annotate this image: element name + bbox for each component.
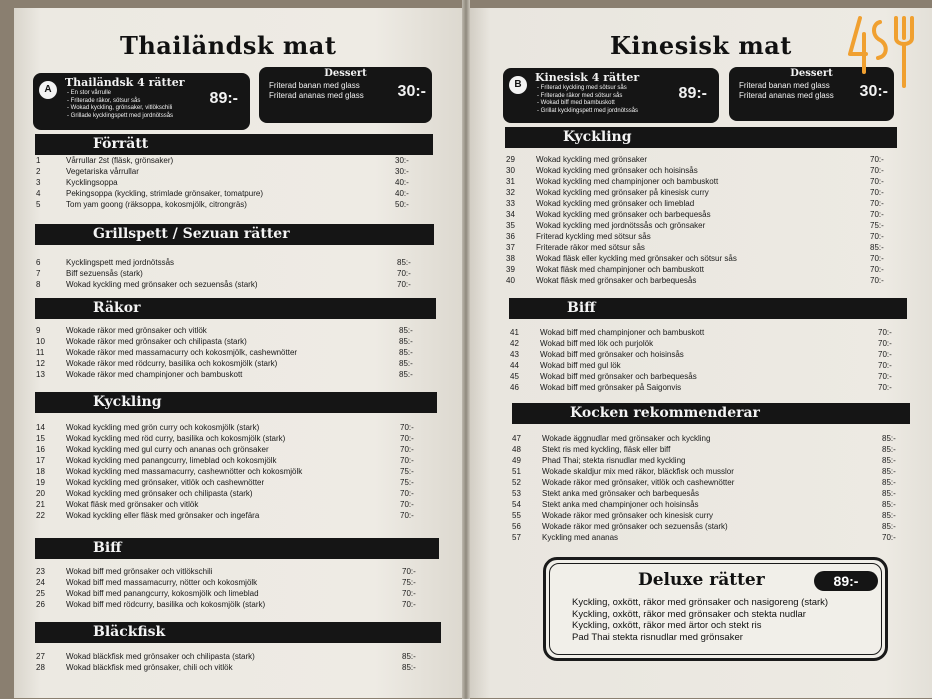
item-price: 70:-	[870, 177, 884, 186]
menu-item	[510, 327, 898, 338]
item-name: Stekt anka med champinjoner och hoisinsås	[542, 500, 699, 509]
item-name: Wokad biff med grönsaker på Saigonvis	[540, 383, 682, 392]
menu-item	[36, 199, 416, 210]
item-name: Wokad fläsk eller kyckling med grönsaker och sötsur sås	[536, 254, 737, 263]
item-price: 70:-	[870, 199, 884, 208]
item-name: Wokad biff med grönsaker och barbequesås	[540, 372, 697, 381]
item-number: 46	[510, 383, 519, 392]
item-number: 17	[36, 456, 45, 465]
set-item: - Friterad kyckling med sötsur sås	[537, 85, 627, 91]
item-name: Wokade räkor med rödcurry, basilika och kokosmjölk (stark)	[66, 359, 278, 368]
item-name: Wokad kyckling eller fläsk med grönsaker och ingefära	[66, 511, 260, 520]
item-number: 26	[36, 600, 45, 609]
deluxe-item: Kyckling, oxkött, räkor med ärtor och stekt ris	[572, 620, 762, 632]
menu-item	[36, 279, 421, 290]
menu-item	[512, 532, 902, 543]
menu-item	[36, 599, 431, 610]
dessert-item: Friterad ananas med glass	[739, 91, 834, 100]
item-name: Wokad kyckling med panangcurry, limeblad och kokosmjölk	[66, 456, 277, 465]
menu-item	[506, 264, 890, 275]
item-name: Pekingsoppa (kyckling, strimlade grönsaker, tomatpure)	[66, 189, 263, 198]
item-price: 85:-	[882, 478, 896, 487]
item-number: 22	[36, 511, 45, 520]
set-item: - Wokad biff med bambuskott	[537, 100, 615, 107]
dessert-price: 30:-	[397, 83, 426, 100]
deluxe-box	[543, 557, 888, 661]
menu-item	[506, 275, 890, 286]
section-list-rakor	[36, 325, 428, 380]
section-header-kocken: Kocken rekommenderar	[512, 403, 910, 424]
menu-item	[36, 510, 428, 521]
item-name: Wokad biff med grönsaker och vitlökschili	[66, 567, 213, 576]
section-list-biff-left	[36, 566, 431, 610]
menu-item	[36, 347, 428, 358]
item-price: 70:-	[870, 155, 884, 164]
item-price: 85:-	[882, 467, 896, 476]
item-name: Wokad biff med massamacurry, nötter och kokosmjölk	[66, 578, 258, 587]
item-price: 70:-	[400, 434, 414, 443]
item-number: 11	[36, 348, 45, 357]
item-name: Wokat fläsk med grönsaker och barbequesås	[536, 276, 697, 285]
item-price: 70:-	[397, 280, 411, 289]
item-price: 70:-	[402, 600, 416, 609]
item-name: Tom yam goong (räksoppa, kokosmjölk, citrongräs)	[66, 200, 247, 209]
item-number: 40	[506, 276, 515, 285]
item-price: 30:-	[395, 167, 409, 176]
item-price: 85:-	[402, 663, 416, 672]
item-name: Wokade räkor med grönsaker, vitlök och cashewnötter	[542, 478, 735, 487]
dessert-item: Friterad banan med glass	[739, 81, 830, 90]
menu-item	[36, 188, 416, 199]
menu-item	[510, 382, 898, 393]
item-price: 85:-	[882, 511, 896, 520]
dessert-items	[739, 81, 834, 101]
item-number: 1	[36, 156, 41, 165]
item-price: 70:-	[878, 372, 892, 381]
item-number: 42	[510, 339, 519, 348]
set-item: - Wokad kyckling, grönsaker, vitlökschili	[67, 105, 173, 112]
item-number: 32	[506, 188, 515, 197]
menu-item	[506, 187, 890, 198]
item-name: Wokade räkor med grönsaker och sezuensås (stark)	[542, 522, 728, 531]
item-number: 47	[512, 434, 521, 443]
menu-item	[36, 268, 421, 279]
item-name: Wokad biff med gul lök	[540, 361, 621, 370]
item-number: 34	[506, 210, 515, 219]
menu-item	[512, 433, 902, 444]
item-number: 33	[506, 199, 515, 208]
item-name: Wokade räkor med grönsaker och vitlök	[66, 326, 207, 335]
menu-item	[510, 360, 898, 371]
menu-item	[36, 499, 428, 510]
item-price: 70:-	[400, 500, 414, 509]
item-price: 40:-	[395, 178, 409, 187]
item-number: 19	[36, 478, 45, 487]
item-name: Wokad biff med champinjoner och bambuskott	[540, 328, 705, 337]
item-name: Wokad kyckling med massamacurry, cashewnötter och kokosmjölk	[66, 467, 303, 476]
deluxe-title: Deluxe rätter	[638, 570, 765, 590]
item-price: 70:-	[870, 232, 884, 241]
menu-item	[506, 176, 890, 187]
item-name: Wokade räkor med grönsaker och kinesisk curry	[542, 511, 714, 520]
item-name: Wokad kyckling med grönsaker	[536, 155, 648, 164]
item-price: 75:-	[402, 578, 416, 587]
item-number: 49	[512, 456, 521, 465]
item-price: 40:-	[395, 189, 409, 198]
item-name: Vårrullar 2st (fläsk, grönsaker)	[66, 156, 174, 165]
item-number: 3	[36, 178, 41, 187]
item-price: 70:-	[870, 166, 884, 175]
menu-item	[506, 198, 890, 209]
set-badge-a: A	[39, 81, 57, 99]
deluxe-price: 89:-	[814, 571, 878, 591]
menu-item	[36, 166, 416, 177]
item-name: Wokad kyckling med grön curry och kokosmjölk (stark)	[66, 423, 260, 432]
item-price: 70:-	[400, 489, 414, 498]
item-number: 13	[36, 370, 45, 379]
section-list-grillspett	[36, 257, 421, 290]
item-number: 2	[36, 167, 41, 176]
item-number: 15	[36, 434, 45, 443]
item-name: Wokat fläsk med grönsaker och vitlök	[66, 500, 199, 509]
item-price: 70:-	[878, 350, 892, 359]
deluxe-item: Pad Thai stekta risnudlar med grönsaker	[572, 631, 743, 643]
dessert-items	[269, 81, 364, 101]
menu-item	[36, 433, 428, 444]
item-number: 31	[506, 177, 515, 186]
item-name: Wokad kyckling med grönsaker och chilipasta (stark)	[66, 489, 253, 498]
item-price: 85:-	[882, 500, 896, 509]
item-number: 30	[506, 166, 515, 175]
item-number: 55	[512, 511, 521, 520]
menu-item	[506, 165, 890, 176]
item-name: Vegetariska vårrullar	[66, 167, 139, 176]
item-name: Wokad kyckling med grönsaker och sezuensås (stark)	[66, 280, 258, 289]
section-header-forratt: Förrätt	[35, 134, 433, 155]
menu-item	[36, 455, 428, 466]
section-header-grillspett: Grillspett / Sezuan rätter	[35, 224, 434, 245]
item-price: 85:-	[399, 370, 413, 379]
item-number: 35	[506, 221, 515, 230]
menu-item	[36, 588, 431, 599]
item-price: 85:-	[399, 359, 413, 368]
item-number: 44	[510, 361, 519, 370]
section-list-biff-right	[510, 327, 898, 393]
set-badge-b: B	[509, 76, 527, 94]
item-number: 56	[512, 522, 521, 531]
item-name: Wokad kyckling med grönsaker och hoisinsås	[536, 166, 698, 175]
menu-item	[512, 499, 902, 510]
set-price-a: 89:-	[209, 90, 238, 107]
item-number: 25	[36, 589, 45, 598]
item-name: Wokad bläckfisk med grönsaker, chili och vitlök	[66, 663, 233, 672]
menu-item	[512, 477, 902, 488]
item-number: 57	[512, 533, 521, 542]
set-menu-a	[33, 73, 250, 130]
item-price: 75:-	[400, 478, 414, 487]
item-name: Wokad kyckling med gul curry och ananas och grönsaker	[66, 445, 269, 454]
item-price: 70:-	[400, 445, 414, 454]
item-price: 85:-	[882, 489, 896, 498]
menu-item	[512, 444, 902, 455]
section-list-blackfisk	[36, 651, 434, 673]
item-number: 7	[36, 269, 41, 278]
item-price: 70:-	[400, 456, 414, 465]
menu-item	[512, 455, 902, 466]
item-number: 38	[506, 254, 515, 263]
item-name: Wokad kyckling med champinjoner och bambuskott	[536, 177, 719, 186]
dessert-left	[259, 67, 432, 123]
dessert-price: 30:-	[859, 83, 888, 100]
deluxe-items	[572, 597, 828, 643]
section-header-biff-right: Biff	[509, 298, 907, 319]
item-number: 24	[36, 578, 45, 587]
menu-item	[36, 651, 434, 662]
set-item: - Grillade kycklingspett med jordnötssås	[67, 112, 174, 119]
section-header-kyckling-right: Kyckling	[505, 127, 897, 148]
item-price: 85:-	[882, 456, 896, 465]
dessert-title: Dessert	[790, 68, 833, 79]
item-number: 6	[36, 258, 41, 267]
item-name: Wokad kyckling med grönsaker på kinesisk curry	[536, 188, 709, 197]
item-price: 70:-	[402, 567, 416, 576]
menu-item	[512, 466, 902, 477]
item-name: Kycklingsoppa	[66, 178, 118, 187]
menu-item	[36, 257, 421, 268]
menu-item	[36, 566, 431, 577]
item-name: Wokad biff med rödcurry, basilika och kokosmjölk (stark)	[66, 600, 266, 609]
item-number: 45	[510, 372, 519, 381]
menu-item	[36, 177, 416, 188]
menu-item	[510, 338, 898, 349]
item-price: 70:-	[400, 423, 414, 432]
item-number: 23	[36, 567, 45, 576]
dessert-item: Friterad banan med glass	[269, 81, 360, 90]
item-price: 70:-	[402, 589, 416, 598]
item-price: 85:-	[397, 258, 411, 267]
item-name: Kycklingspett med jordnötssås	[66, 258, 175, 267]
section-list-kocken	[512, 433, 902, 543]
item-price: 85:-	[399, 348, 413, 357]
item-price: 85:-	[399, 337, 413, 346]
section-list-forratt	[36, 155, 416, 210]
set-price-b: 89:-	[678, 85, 707, 102]
set-item: - Friterade räkor med sötsur sås	[537, 92, 623, 99]
deluxe-item: Kyckling, oxkött, räkor med grönsaker och stekta nudlar	[572, 608, 806, 620]
section-header-rakor: Räkor	[35, 298, 436, 319]
fork-logo-icon	[846, 12, 916, 94]
item-price: 70:-	[878, 339, 892, 348]
item-name: Wokad kyckling med grönsaker, vitlök och cashewnötter	[66, 478, 265, 487]
item-name: Wokad kyckling med grönsaker och limeblad	[536, 199, 695, 208]
set-title-b: Kinesisk 4 rätter	[535, 71, 640, 84]
menu-item	[36, 466, 428, 477]
item-number: 54	[512, 500, 521, 509]
item-number: 29	[506, 155, 515, 164]
menu-item	[512, 510, 902, 521]
item-price: 70:-	[878, 361, 892, 370]
dessert-item: Friterad ananas med glass	[269, 91, 364, 100]
item-name: Wokad biff med panangcurry, kokosmjölk och limeblad	[66, 589, 259, 598]
item-price: 70:-	[397, 269, 411, 278]
item-name: Kyckling med ananas	[542, 533, 619, 542]
menu-item	[512, 488, 902, 499]
item-price: 70:-	[882, 533, 896, 542]
item-number: 28	[36, 663, 45, 672]
menu-item	[36, 358, 428, 369]
item-name: Friterad kyckling med sötsur sås	[536, 232, 651, 241]
section-list-kyckling	[36, 422, 428, 521]
item-price: 85:-	[882, 434, 896, 443]
menu-item	[506, 253, 890, 264]
item-number: 18	[36, 467, 45, 476]
item-name: Wokad biff med lök och purjolök	[540, 339, 654, 348]
menu-item	[36, 155, 416, 166]
item-name: Stekt ris med kyckling, fläsk eller biff	[542, 445, 671, 454]
section-list-kyckling-right	[506, 154, 890, 286]
item-price: 70:-	[870, 254, 884, 263]
menu-item	[36, 662, 434, 673]
item-number: 51	[512, 467, 521, 476]
item-number: 53	[512, 489, 521, 498]
item-number: 27	[36, 652, 45, 661]
item-price: 85:-	[402, 652, 416, 661]
deluxe-item: Kyckling, oxkött, räkor med grönsaker och nasigoreng (stark)	[572, 597, 829, 608]
item-number: 43	[510, 350, 519, 359]
menu-item	[36, 444, 428, 455]
item-price: 70:-	[400, 511, 414, 520]
item-number: 10	[36, 337, 45, 346]
item-name: Wokad biff med grönsaker och hoisinsås	[540, 350, 684, 359]
item-price: 85:-	[882, 522, 896, 531]
item-price: 75:-	[870, 221, 884, 230]
item-name: Wokade räkor med grönsaker och chilipasta (stark)	[66, 337, 247, 346]
item-number: 48	[512, 445, 521, 454]
menu-item	[36, 577, 431, 588]
menu-item	[36, 422, 428, 433]
dessert-title: Dessert	[324, 68, 367, 79]
set-items-a	[67, 90, 173, 120]
left-title: Thailändsk mat	[120, 31, 337, 60]
item-number: 12	[36, 359, 45, 368]
item-number: 4	[36, 189, 41, 198]
set-items-b	[537, 85, 638, 115]
right-title: Kinesisk mat	[610, 31, 792, 60]
item-price: 70:-	[878, 383, 892, 392]
item-number: 37	[506, 243, 515, 252]
item-name: Wokad kyckling med röd curry, basilika och kokosmjölk (stark)	[66, 434, 286, 443]
item-name: Wokad kyckling med jordnötssås och grönsaker	[536, 221, 706, 230]
item-price: 70:-	[878, 328, 892, 337]
item-number: 36	[506, 232, 515, 241]
item-name: Wokade äggnudlar med grönsaker och kyckling	[542, 434, 711, 443]
section-header-biff-left: Biff	[35, 538, 439, 559]
item-name: Wokade skaldjur mix med räkor, bläckfisk och musslor	[542, 467, 734, 476]
menu-item	[506, 242, 890, 253]
set-item: - Grillat kycklingspett med jordnötssås	[537, 107, 639, 114]
item-price: 70:-	[870, 188, 884, 197]
menu-item	[36, 477, 428, 488]
item-price: 50:-	[395, 200, 409, 209]
item-number: 14	[36, 423, 45, 432]
menu-item	[36, 325, 428, 336]
menu-item	[506, 209, 890, 220]
item-price: 85:-	[882, 445, 896, 454]
item-number: 5	[36, 200, 41, 209]
item-name: Wokade räkor med massamacurry och kokosmjölk, cashewnötter	[66, 348, 298, 357]
menu-item	[506, 231, 890, 242]
item-name: Wokad bläckfisk med grönsaker och chilipasta (stark)	[66, 652, 255, 661]
item-number: 9	[36, 326, 41, 335]
item-name: Wokade räkor med champinjoner och bambuskott	[66, 370, 243, 379]
section-header-kyckling: Kyckling	[35, 392, 437, 413]
menu-item	[506, 220, 890, 231]
item-name: Wokat fläsk med champinjoner och bambuskott	[536, 265, 704, 274]
page-fold	[462, 0, 470, 699]
menu-item	[510, 371, 898, 382]
menu-item	[512, 521, 902, 532]
set-title-a: Thailändsk 4 rätter	[65, 76, 185, 89]
item-price: 30:-	[395, 156, 409, 165]
menu-item	[36, 336, 428, 347]
set-item: - Friterade räkor, sötsur sås	[67, 97, 141, 104]
item-name: Friterade räkor med sötsur sås	[536, 243, 645, 252]
item-number: 8	[36, 280, 41, 289]
item-number: 16	[36, 445, 45, 454]
set-menu-b	[503, 68, 719, 123]
item-name: Stekt anka med grönsaker och barbequesås	[542, 489, 699, 498]
section-header-blackfisk: Bläckfisk	[35, 622, 441, 643]
item-number: 52	[512, 478, 521, 487]
menu-item	[506, 154, 890, 165]
menu-item	[510, 349, 898, 360]
item-name: Wokad kyckling med grönsaker och barbequesås	[536, 210, 711, 219]
item-name: Phad Thai; stekta risnudlar med kyckling	[542, 456, 686, 465]
item-price: 85:-	[870, 243, 884, 252]
item-number: 21	[36, 500, 45, 509]
item-name: Biff sezuensås (stark)	[66, 269, 143, 278]
item-price: 70:-	[870, 210, 884, 219]
item-price: 85:-	[399, 326, 413, 335]
item-price: 75:-	[400, 467, 414, 476]
set-item: - En stor vårrulle	[67, 90, 112, 96]
item-number: 39	[506, 265, 515, 274]
item-price: 70:-	[870, 265, 884, 274]
menu-item	[36, 369, 428, 380]
item-price: 70:-	[870, 276, 884, 285]
item-number: 20	[36, 489, 45, 498]
menu-item	[36, 488, 428, 499]
item-number: 41	[510, 328, 519, 337]
